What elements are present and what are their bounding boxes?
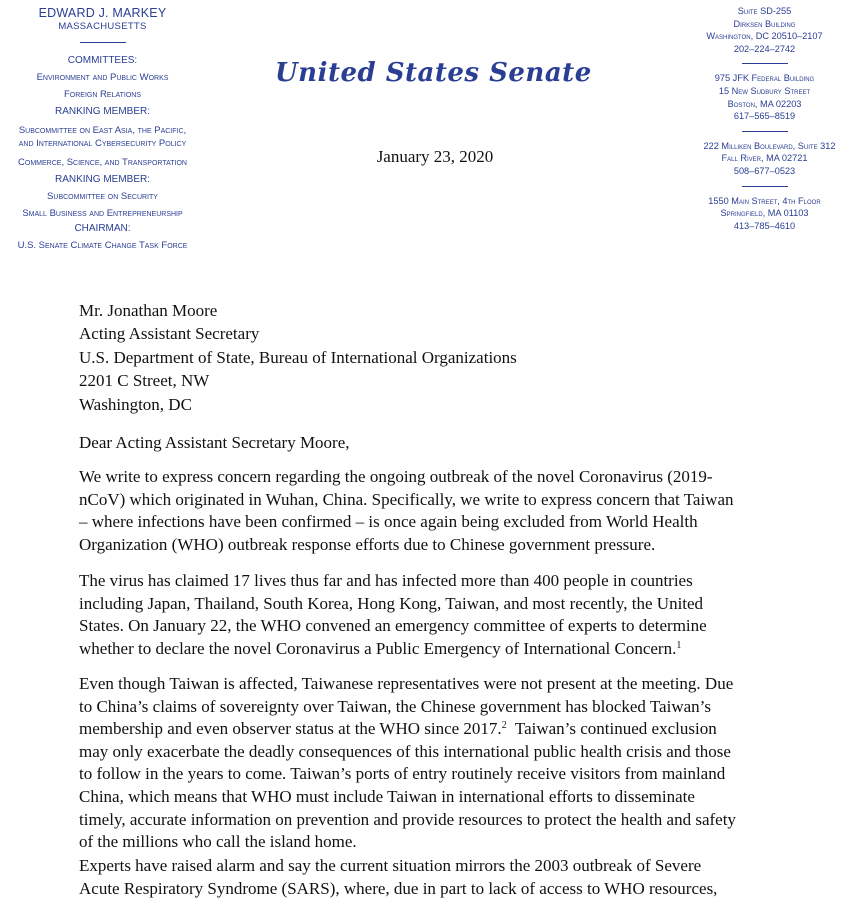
office-line: Suite SD-255: [737, 6, 792, 16]
body-paragraph-1: [79, 466, 819, 556]
office-line: Boston, MA 02203: [727, 98, 802, 109]
paragraph-line: States. On January 22, the WHO convened an emergency committee of experts to determine: [79, 616, 707, 636]
paragraph-line: Organization (WHO) outbreak response efforts due to Chinese government pressure.: [79, 534, 656, 554]
subcommittee-east-asia-line1: Subcommittee on East Asia, the Pacific,: [18, 125, 187, 136]
subcommittee-security: Subcommittee on Security: [47, 191, 158, 202]
paragraph-line: Experts have raised alarm and say the current situation mirrors the 2003 outbreak of Severe: [79, 856, 702, 875]
letterhead-left: [0, 6, 205, 252]
office-line: 975 JFK Federal Building: [714, 73, 815, 84]
committees-heading: COMMITTEES:: [67, 55, 138, 66]
paragraph-line: timely, accurate information on prevention and provide resources to protect the health and safety: [79, 809, 736, 829]
office-line: Fall River, MA 02721: [721, 153, 808, 164]
senator-state: MASSACHUSETTS: [58, 21, 147, 32]
subcommittee-east-asia-line2: and International Cybersecurity Policy: [18, 138, 187, 149]
recipient-organization: U.S. Department of State, Bureau of International Organizations: [79, 347, 517, 367]
paragraph-line: Even though Taiwan is affected, Taiwanese representatives were not present at the meeting. Due: [79, 674, 734, 693]
office-fall-river: [672, 140, 857, 178]
paragraph-line: to follow in the years to come. Taiwan’s ports of entry routinely receive visitors from mainland: [79, 764, 726, 784]
paragraph-line: We write to express concern regarding the ongoing outbreak of the novel Coronavirus (2019-: [79, 467, 713, 486]
recipient-city: Washington, DC: [79, 394, 192, 414]
office-divider: [742, 186, 788, 187]
recipient-title: Acting Assistant Secretary: [79, 324, 260, 344]
task-force: U.S. Senate Climate Change Task Force: [17, 240, 188, 251]
ranking-member-label: RANKING MEMBER:: [54, 106, 150, 117]
paragraph-line: China, which means that WHO must include Taiwan in international efforts to disseminate: [79, 786, 695, 806]
senate-title: United States Senate: [275, 58, 592, 88]
office-line: 222 Milliken Boulevard, Suite 312: [703, 140, 836, 151]
paragraph-line: to China’s claims of sovereignty over Taiwan, the Chinese government has blocked Taiwan’s: [79, 696, 711, 716]
paragraph-line: of the millions who call the island home.: [79, 832, 357, 852]
office-phone: 508–677–0523: [733, 165, 796, 176]
ranking-member-label: RANKING MEMBER:: [54, 174, 150, 185]
office-phone: 202–224–2742: [733, 43, 796, 54]
recipient-address: [79, 299, 517, 416]
paragraph-line: may only exacerbate the deadly consequences of this international public health crisis and those: [79, 741, 731, 761]
body-paragraph-3: [79, 673, 819, 854]
office-phone: 413–785–4610: [733, 220, 796, 231]
paragraph-line: – where infections have been confirmed – is once again being excluded from World Health: [79, 512, 698, 532]
recipient-street: 2201 C Street, NW: [79, 371, 210, 391]
office-phone: 617–565–8519: [733, 111, 796, 122]
office-washington: [672, 5, 857, 55]
committee-small-business: Small Business and Entrepreneurship: [22, 208, 183, 219]
senator-name: EDWARD J. MARKEY: [38, 6, 167, 20]
office-divider: [742, 131, 788, 132]
office-springfield: [672, 195, 857, 233]
letter-date: January 23, 2020: [376, 147, 494, 166]
committee-commerce: Commerce, Science, and Transportation: [18, 157, 187, 168]
salutation: Dear Acting Assistant Secretary Moore,: [79, 433, 350, 452]
paragraph-line: nCoV) which originated in Wuhan, China. Specifically, we write to express concern that Taiwan: [79, 489, 734, 509]
footnote-marker: 2: [501, 720, 507, 732]
paragraph-text: Taiwan’s continued exclusion: [506, 719, 717, 739]
office-line: 15 New Sudbury Street: [718, 85, 811, 96]
committee-epw: Environment and Public Works: [36, 72, 169, 83]
body-paragraph-2: [79, 570, 819, 660]
body-paragraph-4: [79, 855, 819, 900]
paragraph-line: [79, 718, 819, 741]
paragraph-text: whether to declare the novel Coronavirus a Public Emergency of International Concern.: [79, 638, 677, 658]
office-line: Springfield, MA 01103: [720, 208, 809, 219]
recipient-name: Mr. Jonathan Moore: [79, 301, 218, 320]
office-line: 1550 Main Street, 4th Floor: [708, 195, 821, 206]
paragraph-line: The virus has claimed 17 lives thus far and has infected more than 400 people in countries: [79, 571, 693, 590]
office-line: Dirksen Building: [733, 18, 796, 29]
office-line: Washington, DC 20510–2107: [706, 31, 823, 42]
letterhead-offices: [672, 5, 857, 232]
paragraph-text: membership and even observer status at the WHO since 2017.: [79, 719, 502, 739]
office-boston: [672, 72, 857, 122]
committee-foreign-relations: Foreign Relations: [63, 89, 142, 100]
office-divider: [742, 63, 788, 64]
paragraph-line: Acute Respiratory Syndrome (SARS), where, due in part to lack of access to WHO resources,: [79, 878, 718, 898]
chairman-label: CHAIRMAN:: [74, 223, 131, 234]
paragraph-line: including Japan, Thailand, South Korea, Hong Kong, Taiwan, and most recently, the United: [79, 593, 704, 613]
footnote-marker: 1: [676, 639, 682, 651]
paragraph-line: [79, 638, 819, 661]
header-divider: [80, 42, 126, 43]
